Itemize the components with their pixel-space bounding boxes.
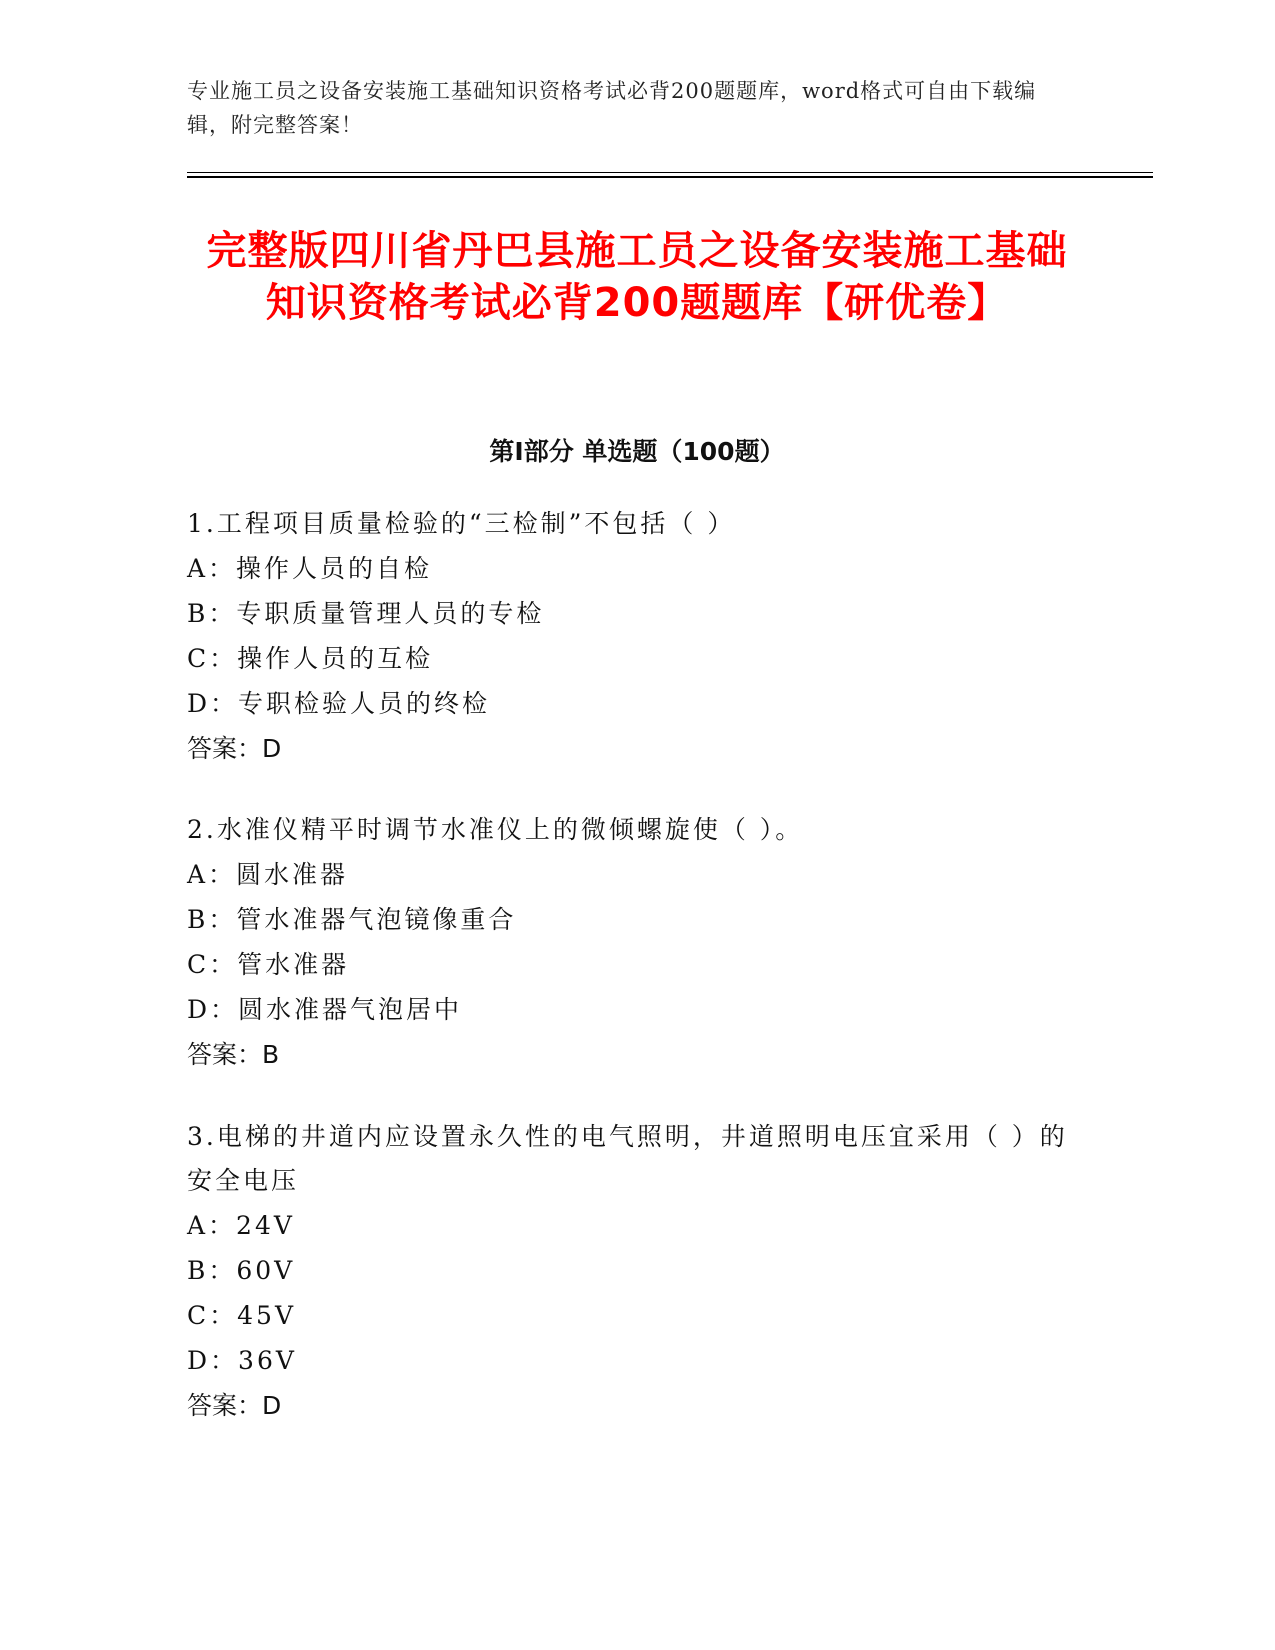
question-3 (187, 1115, 1087, 1428)
question-2 (187, 808, 1087, 1077)
answer-line: 答案：D (187, 1391, 282, 1420)
header-note: 专业施工员之设备安装施工基础知识资格考试必背200题题库，word格式可自由下载编辑，附完整答案！ (187, 79, 1037, 137)
option-c: C：操作人员的互检 (187, 644, 434, 673)
question-stem: 1.工程项目质量检验的“三检制”不包括（ ） (187, 509, 736, 538)
option-c: C：45V (187, 1301, 296, 1330)
header-divider-thick (187, 176, 1153, 178)
option-c: C：管水准器 (187, 950, 350, 979)
question-stem: 3.电梯的井道内应设置永久性的电气照明，井道照明电压宜采用（ ）的安全电压 (187, 1122, 1068, 1195)
option-b: B：管水准器气泡镜像重合 (187, 905, 517, 934)
option-a: A：圆水准器 (187, 860, 349, 889)
option-b: B：专职质量管理人员的专检 (187, 599, 545, 628)
question-stem: 2.水准仪精平时调节水准仪上的微倾螺旋使（ ）。 (187, 815, 804, 844)
answer-line: 答案：B (187, 1040, 280, 1069)
option-a: A：操作人员的自检 (187, 554, 433, 583)
option-b: B：60V (187, 1256, 296, 1285)
answer-line: 答案：D (187, 734, 282, 763)
option-d: D：专职检验人员的终检 (187, 689, 491, 718)
question-1 (187, 502, 1087, 771)
option-a: A：24V (187, 1211, 295, 1240)
document-title: 完整版四川省丹巴县施工员之设备安装施工基础知识资格考试必背200题题库【研优卷】 (206, 228, 1068, 326)
header-divider-thin (187, 172, 1153, 173)
option-d: D：36V (187, 1346, 297, 1375)
section-heading: 第I部分 单选题（100题） (489, 437, 785, 466)
option-d: D：圆水准器气泡居中 (187, 995, 463, 1024)
